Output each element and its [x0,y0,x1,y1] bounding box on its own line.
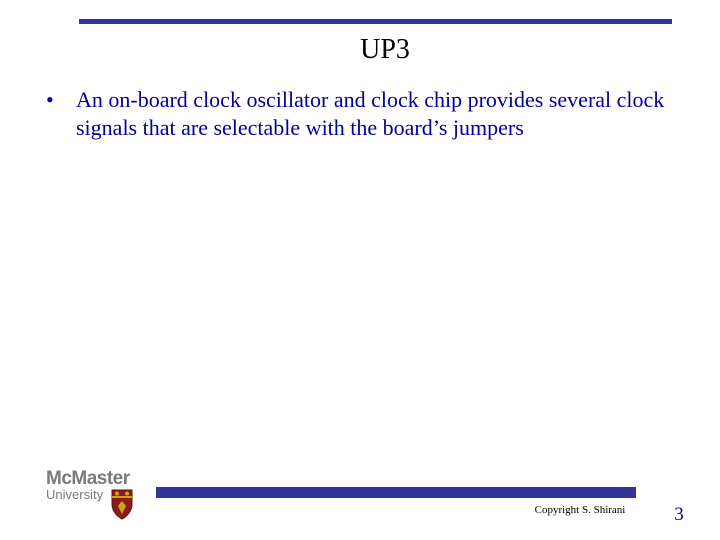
page-number: 3 [674,504,684,525]
bullet-marker: • [46,87,54,112]
logo-line-university: University [46,487,104,502]
bullet-text: An on-board clock oscillator and clock chip provides several clock signals that are selectable with the board’s jumpers [76,87,665,140]
slide-title: UP3 [360,34,410,65]
logo-line-mcmaster: McMaster [46,468,130,489]
bottom-rule [156,487,636,498]
top-rule [79,19,672,24]
copyright-text: Copyright S. Shirani [534,504,626,516]
university-logo [46,468,138,526]
crest-icon [110,488,134,520]
